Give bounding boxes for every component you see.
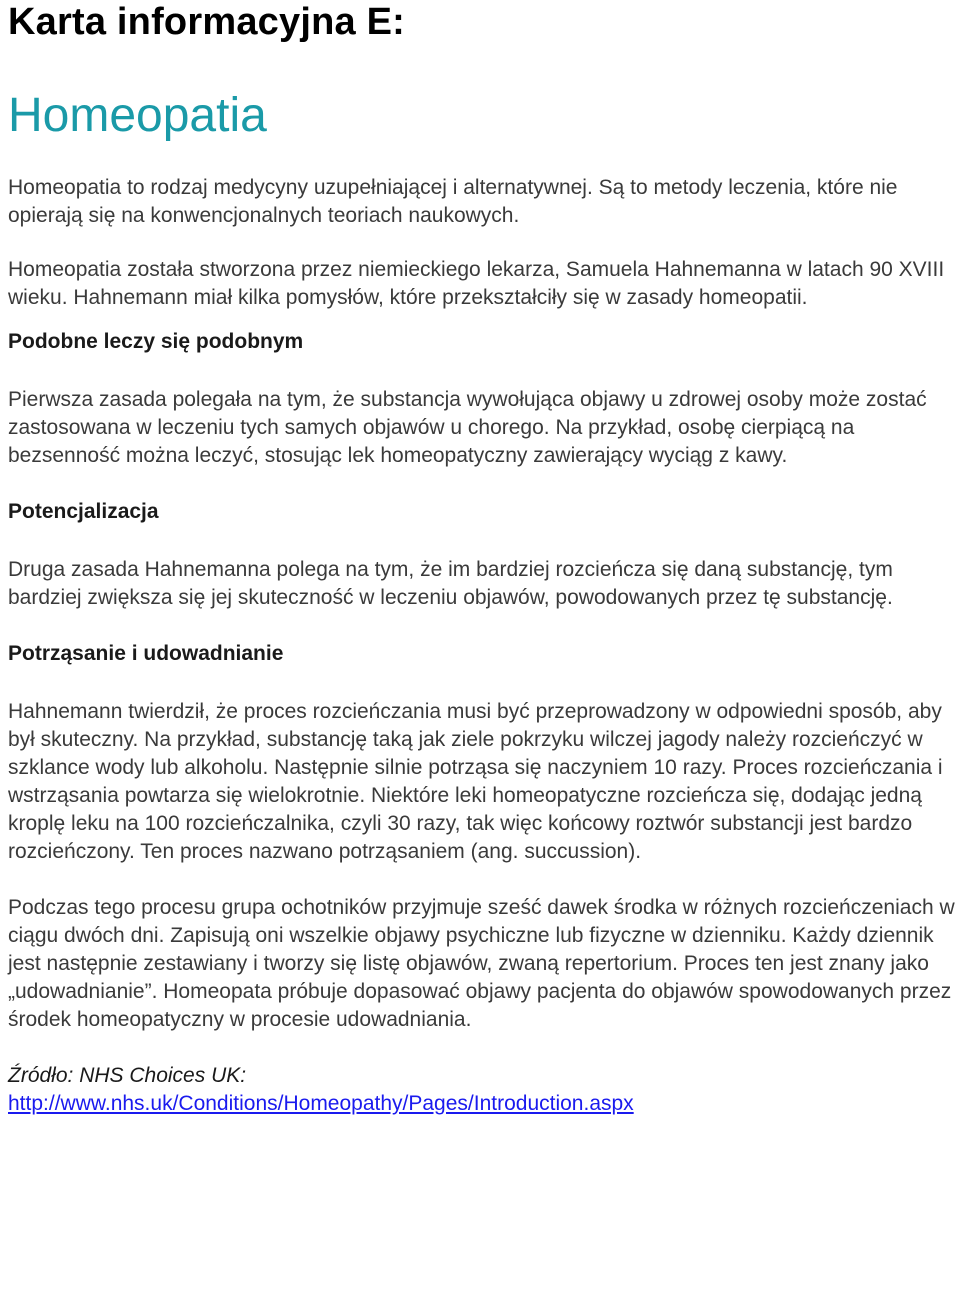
- source-citation: [8, 1062, 958, 1118]
- source-label: Źródło: NHS Choices UK:: [8, 1064, 247, 1087]
- section-heading-potrzasanie: Potrząsanie i udowadnianie: [8, 642, 284, 665]
- document-page: [8, 0, 958, 1118]
- section-paragraph-podobne: Pierwsza zasada polegała na tym, że substancja wywołująca objawy u zdrowej osoby może zostać zastosowana w leczeniu tych samych objawów u chorego. Na przykład, osobę cierpiącą na bezsenność można leczyć, stosując lek homeopatyczny zawierający wyciąg z kawy.: [8, 388, 927, 467]
- document-title: Karta informacyjna E:: [8, 1, 405, 43]
- section-paragraph-potencjalizacja: Druga zasada Hahnemanna polega na tym, że im bardziej rozcieńcza się daną substancję, tym bardziej zwiększa się jej skuteczność w leczeniu objawów, powodowanych przez tę substancję.: [8, 558, 893, 609]
- source-link[interactable]: http://www.nhs.uk/Conditions/Homeopathy/Pages/Introduction.aspx: [8, 1092, 634, 1115]
- intro-paragraph-1: Homeopatia to rodzaj medycyny uzupełniającej i alternatywnej. Są to metody leczenia, które nie opierają się na konwencjonalnych teoriach naukowych.: [8, 176, 898, 227]
- section-heading-potencjalizacja: Potencjalizacja: [8, 500, 159, 523]
- section-paragraph-potrzasanie-2: Podczas tego procesu grupa ochotników przyjmuje sześć dawek środka w różnych rozcieńczeniach w ciągu dwóch dni. Zapisują oni wszelkie objawy psychiczne lub fizyczne w dzienniku. Każdy dziennik jest następnie zestawiany i tworzy się listę objawów, zwaną repertorium. Proces ten jest znany jako „udowadnianie”. Homeopata próbuje dopasować objawy pacjenta do objawów spowodowanych przez środek homeopatyczny w procesie udowadniania.: [8, 896, 955, 1031]
- intro-paragraph-2: Homeopatia została stworzona przez niemieckiego lekarza, Samuela Hahnemanna w latach 90 XVIII wieku. Hahnemann miał kilka pomysłów, które przekształciły się w zasady homeopatii.: [8, 258, 945, 309]
- section-heading-podobne: Podobne leczy się podobnym: [8, 330, 304, 353]
- document-subtitle: Homeopatia: [8, 89, 267, 142]
- section-paragraph-potrzasanie-1: Hahnemann twierdził, że proces rozcieńczania musi być przeprowadzony w odpowiedni sposób, aby był skuteczny. Na przykład, substancję taką jak ziele pokrzyku wilczej jagody należy rozcieńczyć w szklance wody lub alkoholu. Następnie silnie potrząsa się naczyniem 10 razy. Proces rozcieńczania i wstrząsania powtarza się wielokrotnie. Niektóre leki homeopatyczne rozcieńcza się, dodając jedną kroplę leku na 100 rozcieńczalnika, czyli 30 razy, tak więc końcowy roztwór substancji jest bardzo rozcieńczony. Ten proces nazwano potrząsaniem (ang. succussion).: [8, 700, 943, 863]
